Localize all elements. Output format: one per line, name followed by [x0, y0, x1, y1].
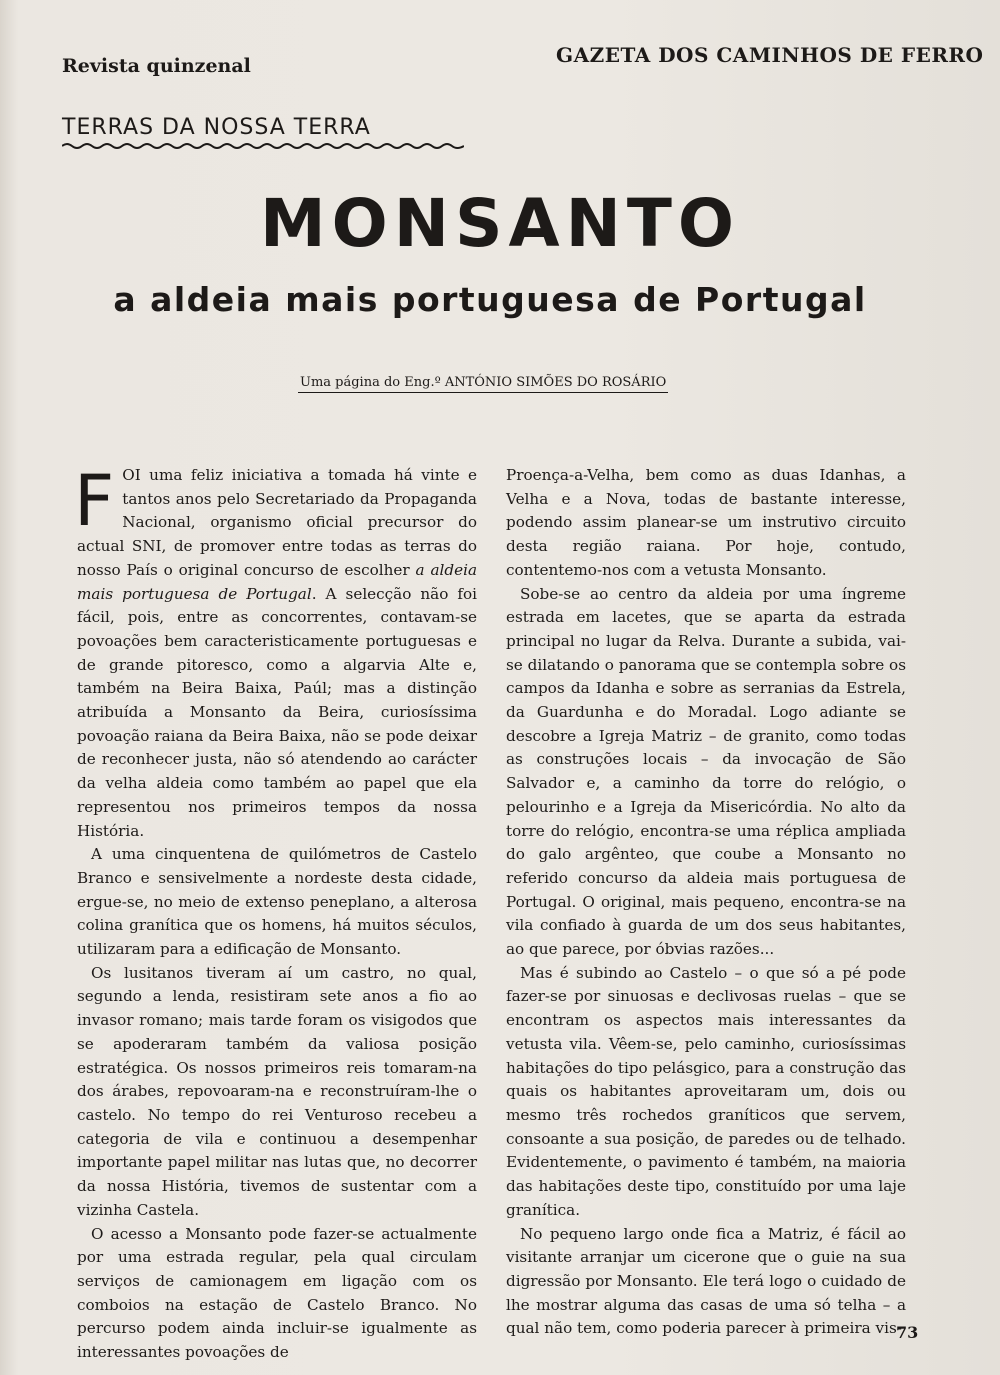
article-subtitle: a aldeia mais portuguesa de Portugal — [113, 280, 867, 319]
paragraph-1: FOI uma feliz iniciativa a tomada há vinte e tantos anos pelo Secretariado da Propaganda Nacional, organismo oficial precursor do actual SNI, de promover entre todas as terras do nosso País o original concurso de escolher a aldeia mais portuguesa de Portugal. A selecção não foi fácil, pois, entre as concorrentes, contavam-se povoações bem caracteristicamente portuguesas e de grande pitoresco, como a algarvia Alte e, também na Beira Baixa, Paúl; mas a distinção atribuída a Monsanto da Beira, curiosíssima povoação raiana da Beira Baixa, não se pode deixar de reconhecer justa, não só atendendo ao carácter da velha aldeia como também ao papel que ela representou nos primeiros tempos da nossa História. — [74, 460, 477, 840]
paragraph-7: Mas é subindo ao Castelo – o que só a pé pode fazer-se por sinuosas e declivosas ruelas – que se encontram os aspectos mais interessantes da vetusta vila. Vêem-se, pelo caminho, curiosíssimas habitações do tipo pelásgico, para a construção das quais os habitantes aproveitaram um, dois ou mesmo três rochedos graníticos que servem, consoante a sua posição, de paredes ou de telhado. Evidentemente, o pavimento é também, na maioria das habitações deste tipo, constituído por uma laje granítica. — [506, 963, 906, 1219]
article-title: MONSANTO — [260, 185, 740, 262]
paragraph-2: A uma cinquentena de quilómetros de Castelo Branco e sensivelmente a nordeste desta cidade, ergue-se, no meio de extenso peneplano, a alterosa colina granítica que os homens, há muitos séculos, utilizaram para a edificação de Monsanto. — [77, 845, 477, 959]
article-byline: Uma página do Eng.º ANTÓNIO SIMÕES DO ROSÁRIO — [298, 375, 668, 393]
section-title: TERRAS DA NOSSA TERRA — [62, 115, 371, 140]
paragraph-3: Os lusitanos tiveram aí um castro, no qual, segundo a lenda, resistiram sete anos a fio ao invasor romano; mais tarde foram os visigodos que se apoderaram também da valiosa posição estratégica. Os nossos primeiros reis tomaram-na dos árabes, repovoaram-na e reconstruíram-lhe o castelo. No tempo do rei Venturoso recebeu a categoria de vila e continuou a desempenhar importante papel militar nas lutas que, no decorrer da nossa História, tivemos de sustentar com a vizinha Castela. — [77, 963, 477, 1219]
article-column-left — [74, 460, 477, 1365]
paragraph-4: O acesso a Monsanto pode fazer-se actualmente por uma estrada regular, pela qual circulam serviços de camionagem em ligação com os comboios na estação de Castelo Branco. No percurso podem ainda incluir-se igualmente as interessantes povoações de — [77, 1224, 477, 1362]
paragraph-5: Proença-a-Velha, bem como as duas Idanhas, a Velha e a Nova, todas de bastante interesse, podendo assim planear-se um instrutivo circuito desta região raiana. Por hoje, contudo, contentemo-nos com a vetusta Monsanto. — [506, 466, 906, 579]
page-number: 73 — [896, 1323, 919, 1342]
wavy-underline — [62, 142, 464, 150]
header-magazine-title: GAZETA DOS CAMINHOS DE FERRO — [556, 43, 984, 67]
paragraph-8: No pequeno largo onde fica a Matriz, é fácil ao visitante arranjar um cicerone que o guie na sua digressão por Monsanto. Ele terá logo o cuidado de lhe mostrar alguma das casas de uma só telha – a qual não tem, como poderia parecer à primeira vis- — [506, 1224, 906, 1338]
paragraph-6: Sobe-se ao centro da aldeia por uma íngreme estrada em lacetes, que se aparta da estrada principal no lugar da Relva. Durante a subida, vai-se dilatando o panorama que se contempla sobre os campos da Idanha e sobre as serranias da Estrela, da Guardunha e do Moradal. Logo adiante se descobre a Igreja Matriz – de granito, como todas as construções locais – da invocação de São Salvador e, a caminho da torre do relógio, o pelourinho e a Igreja da Misericórdia. No alto da torre do relógio, encontra-se uma réplica ampliada do galo argênteo, que coube a Monsanto no referido concurso da aldeia mais portuguesa de Portugal. O original, mais pequeno, encontra-se na vila confiado à guarda de um dos seus habitantes, ao que parece, por óbvias razões... — [506, 584, 906, 959]
header-periodicity: Revista quinzenal — [62, 55, 251, 77]
article-column-right — [506, 464, 906, 1341]
drop-cap: F — [74, 460, 115, 542]
